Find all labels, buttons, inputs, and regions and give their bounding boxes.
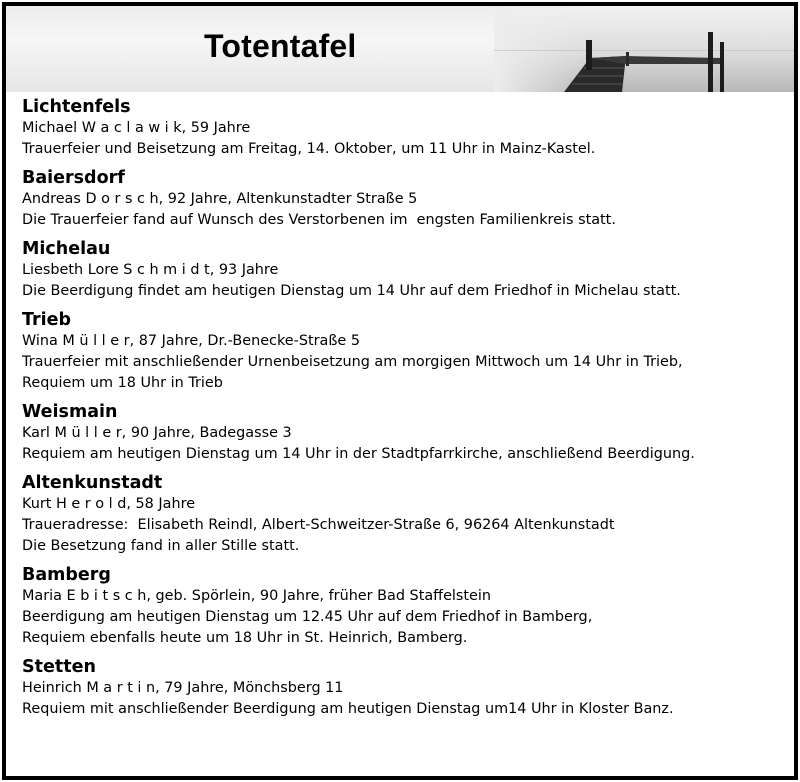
place-heading: Altenkunstadt <box>22 473 163 493</box>
obituary-entry <box>22 656 784 720</box>
entry-line: Maria E b i t s c h, geb. Spörlein, 90 Jahre, früher Bad Staffelstein <box>22 588 492 604</box>
obituary-list <box>22 96 784 727</box>
place-heading: Bamberg <box>22 565 111 585</box>
entry-line: Requiem um 18 Uhr in Trieb <box>22 375 223 391</box>
page-title: Totentafel <box>204 28 357 64</box>
place-heading: Stetten <box>22 657 96 677</box>
entry-line: Beerdigung am heutigen Dienstag um 12.45 Uhr auf dem Friedhof in Bamberg, <box>22 609 593 625</box>
place-heading: Baiersdorf <box>22 168 125 188</box>
obituary-entry <box>22 564 784 649</box>
place-heading: Michelau <box>22 239 111 259</box>
jetty-photo <box>494 6 794 92</box>
entry-line: Wina M ü l l e r, 87 Jahre, Dr.-Benecke-Straße 5 <box>22 333 360 349</box>
entry-line: Traueradresse: Elisabeth Reindl, Albert-Schweitzer-Straße 6, 96264 Altenkunstadt <box>22 517 615 533</box>
entry-line: Liesbeth Lore S c h m i d t, 93 Jahre <box>22 262 279 278</box>
obituary-notice <box>2 2 798 780</box>
entry-line: Trauerfeier und Beisetzung am Freitag, 14. Oktober, um 11 Uhr in Mainz-Kastel. <box>22 141 596 157</box>
entry-line: Michael W a c l a w i k, 59 Jahre <box>22 120 251 136</box>
obituary-entry <box>22 309 784 394</box>
entry-line: Die Besetzung fand in aller Stille statt. <box>22 538 300 554</box>
entry-line: Requiem am heutigen Dienstag um 14 Uhr in der Stadtpfarrkirche, anschließend Beerdigung. <box>22 446 695 462</box>
entry-line: Requiem ebenfalls heute um 18 Uhr in St. Heinrich, Bamberg. <box>22 630 468 646</box>
header-banner <box>6 6 794 92</box>
obituary-entry <box>22 167 784 231</box>
obituary-entry <box>22 96 784 160</box>
entry-line: Requiem mit anschließender Beerdigung am heutigen Dienstag um14 Uhr in Kloster Banz. <box>22 701 674 717</box>
entry-line: Die Trauerfeier fand auf Wunsch des Verstorbenen im engsten Familienkreis statt. <box>22 212 616 228</box>
obituary-entry <box>22 472 784 557</box>
entry-line: Heinrich M a r t i n, 79 Jahre, Mönchsberg 11 <box>22 680 344 696</box>
obituary-entry <box>22 238 784 302</box>
place-heading: Lichtenfels <box>22 97 131 117</box>
entry-line: Kurt H e r o l d, 58 Jahre <box>22 496 196 512</box>
place-heading: Trieb <box>22 310 72 330</box>
entry-line: Die Beerdigung findet am heutigen Dienstag um 14 Uhr auf dem Friedhof in Michelau statt. <box>22 283 681 299</box>
entry-line: Andreas D o r s c h, 92 Jahre, Altenkunstadter Straße 5 <box>22 191 418 207</box>
obituary-entry <box>22 401 784 465</box>
entry-line: Karl M ü l l e r, 90 Jahre, Badegasse 3 <box>22 425 292 441</box>
entry-line: Trauerfeier mit anschließender Urnenbeisetzung am morgigen Mittwoch um 14 Uhr in Trieb, <box>22 354 683 370</box>
place-heading: Weismain <box>22 402 118 422</box>
